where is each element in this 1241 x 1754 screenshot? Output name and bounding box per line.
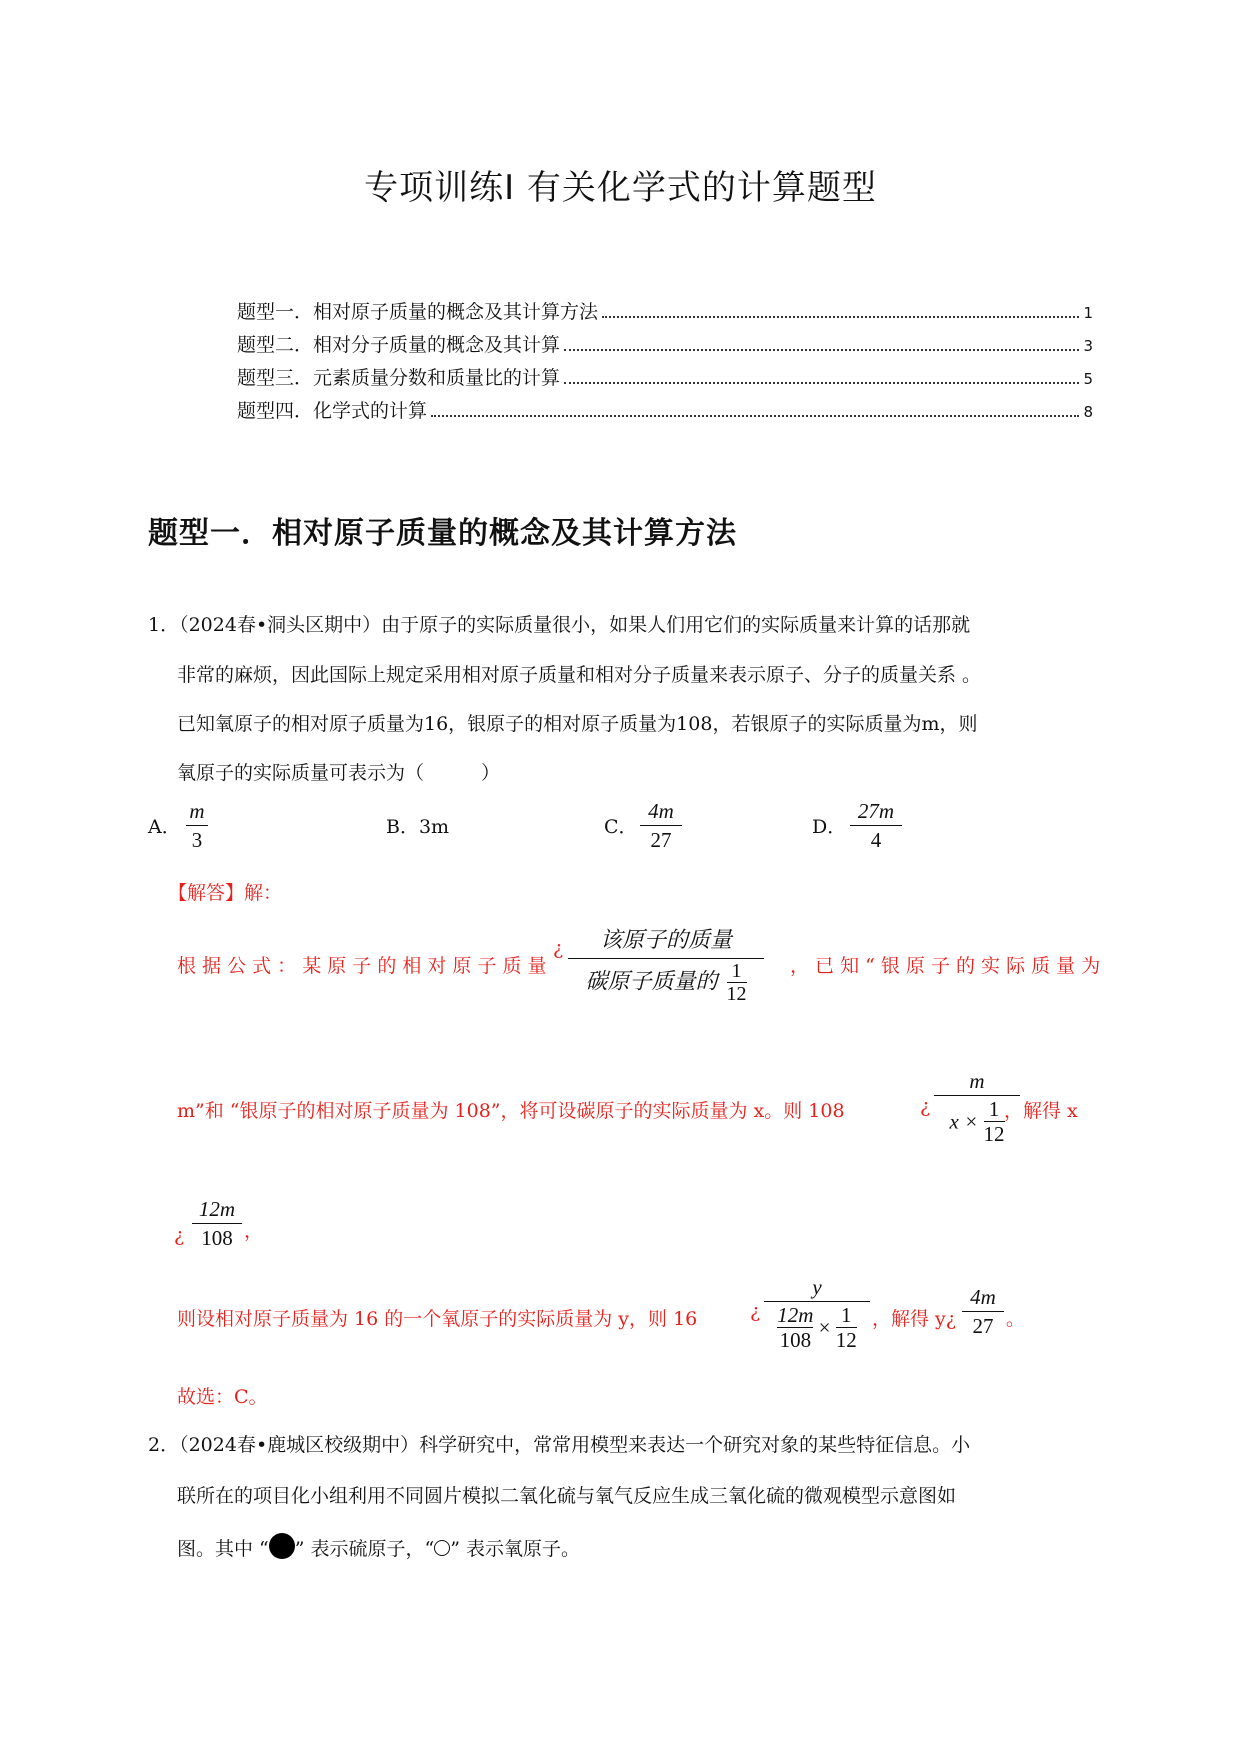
answer-formula-fraction: 该原子的质量 碳原子质量的 $\frac{1}{12}$: [568, 925, 764, 1005]
toc-entry-1[interactable]: [237, 297, 1093, 324]
toc-entry-2[interactable]: [237, 330, 1093, 357]
answer-line3-fraction: 12m 108: [192, 1196, 242, 1251]
answer-line2: m”和 “银原子的相对原子质量为 108”，将可设碳原子的实际质量为 x。则 108: [177, 1100, 845, 1122]
toc-label: 题型一．相对原子质量的概念及其计算方法: [237, 301, 599, 323]
q2-line3: 图。其中 “ ” 表示硫原子，“ ” 表示氧原子。: [177, 1533, 580, 1562]
toc-entry-3[interactable]: [237, 363, 1093, 390]
option-b: B．3m: [386, 816, 450, 838]
toc-label: 题型二．相对分子质量的概念及其计算: [237, 334, 561, 356]
answer-line4-end: 。: [1006, 1308, 1026, 1330]
option-a-label: A．: [148, 816, 181, 838]
inverted-question-mark: ¿: [553, 937, 564, 959]
q1-line4: 氧原子的实际质量可表示为（ ）: [177, 762, 501, 784]
q1-line1: 1．（2024春•洞头区期中）由于原子的实际质量很小，如果人们用它们的实际质量来计算的话那就: [148, 614, 971, 636]
q2-line2: 联所在的项目化小组利用不同圆片模拟二氧化硫与氧气反应生成三氧化硫的微观模型示意图如: [177, 1485, 957, 1507]
q2-line1: 2．（2024春•鹿城区校级期中）科学研究中，常常用模型来表达一个研究对象的某些特征信息。小: [148, 1434, 971, 1456]
answer-choice: 故选：C。: [177, 1386, 268, 1408]
section-heading: 题型一．相对原子质量的概念及其计算方法: [148, 516, 737, 551]
answer-line4: 则设相对原子质量为 16 的一个氧原子的实际质量为 y，则 16: [177, 1308, 698, 1330]
toc-entry-4[interactable]: [237, 396, 1093, 423]
option-d-fraction: 27m 4: [850, 798, 902, 853]
q1-line3: 已知氧原子的相对原子质量为16，银原子的相对原子质量为108，若银原子的实际质量为m，则: [177, 713, 978, 735]
option-c-fraction: 4m 27: [640, 798, 682, 853]
toc-label: 题型四．化学式的计算: [237, 400, 428, 422]
inverted-question-mark: ¿: [920, 1095, 931, 1117]
toc-leader: [431, 415, 1079, 417]
page-title: 专项训练Ⅰ 有关化学式的计算题型: [364, 168, 877, 208]
answer-line4-result-fraction: 4m 27: [962, 1284, 1004, 1339]
toc-leader: [564, 349, 1079, 351]
toc-leader: [602, 316, 1079, 318]
sulfur-atom-icon: [269, 1533, 295, 1559]
q1-line2: 非常的麻烦，因此国际上规定采用相对原子质量和相对分子质量来表示原子、分子的质量关系 。: [177, 664, 982, 686]
answer-line3-suffix: ，: [244, 1220, 264, 1242]
oxygen-atom-icon: [434, 1540, 450, 1556]
toc-page: 8: [1083, 403, 1093, 421]
option-a-fraction: m 3: [186, 798, 208, 853]
inverted-question-mark: ¿: [174, 1224, 185, 1246]
toc-page: 3: [1083, 337, 1093, 355]
toc-label: 题型三．元素质量分数和质量比的计算: [237, 367, 561, 389]
answer-formula-suffix: ， 已 知 “ 银 原 子 的 实 际 质 量 为: [790, 955, 1101, 977]
answer-line4-mid: ，解得 y¿: [872, 1308, 956, 1330]
toc-page: 1: [1083, 304, 1093, 322]
option-d-label: D．: [812, 816, 847, 838]
option-c-label: C．: [604, 816, 638, 838]
answer-formula-prefix: 根 据 公 式 ： 某 原 子 的 相 对 原 子 质 量: [177, 955, 547, 977]
answer-line2-suffix: ，解得 x: [1004, 1100, 1078, 1122]
toc-page: 5: [1083, 370, 1093, 388]
toc-leader: [564, 382, 1079, 384]
answer-line4-fraction: y $\frac{12m}{108}$ × $\frac{1}{12}$: [764, 1274, 870, 1352]
inverted-question-mark: ¿: [750, 1300, 761, 1322]
answer-line2-fraction: m x × $\frac{1}{12}$: [934, 1068, 1020, 1146]
answer-tag: 【解答】解：: [168, 882, 283, 904]
